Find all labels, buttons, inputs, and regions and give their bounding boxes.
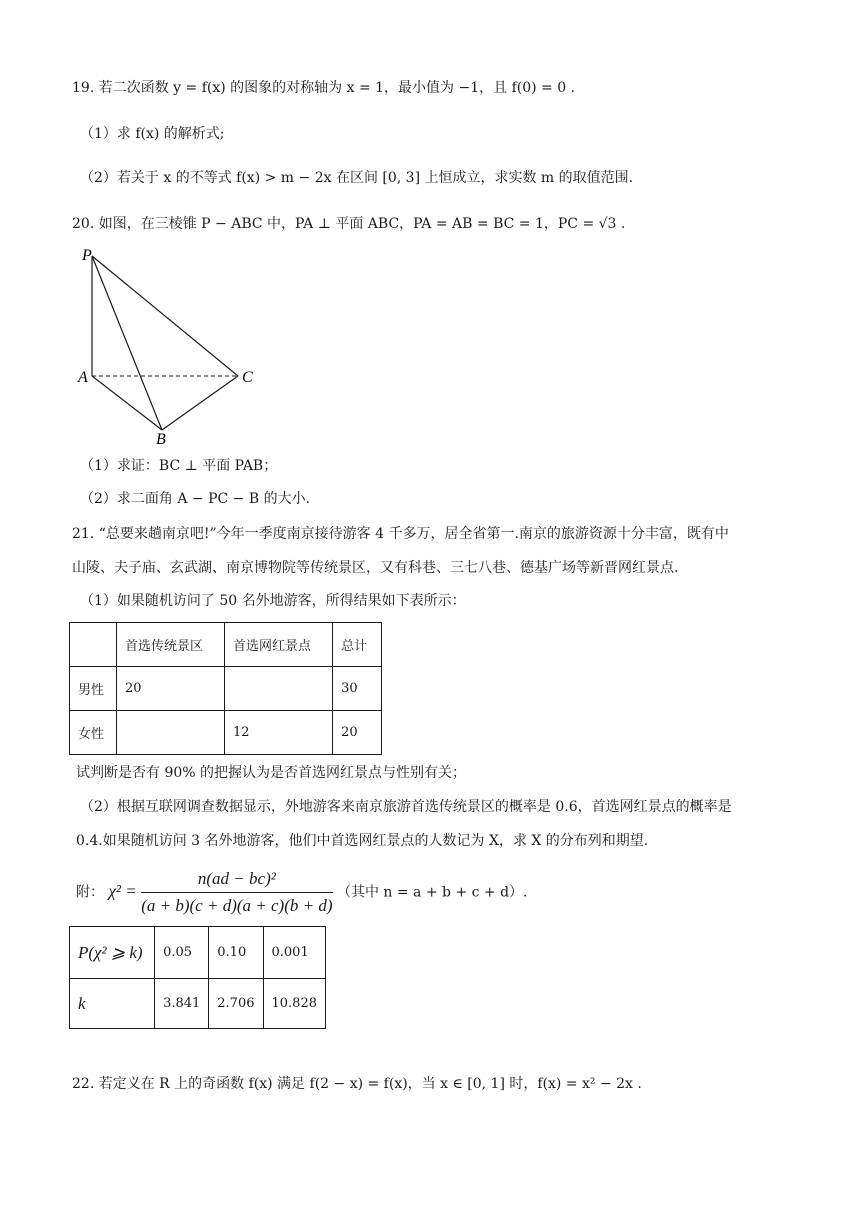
formula-numerator: n(ad − bc)²	[141, 868, 332, 893]
q20-stem: 20. 如图，在三棱锥 P − ABC 中，PA ⊥ 平面 ABC，PA = AB = BC = 1，PC = √3 .	[72, 216, 626, 232]
table-row	[70, 711, 382, 755]
chi-square-formula	[76, 868, 528, 917]
q21-part1: （1）如果随机访问了 50 名外地游客，所得结果如下表所示：	[80, 593, 466, 609]
table-cell	[117, 711, 225, 755]
q20-part1: （1）求证：BC ⊥ 平面 PAB；	[80, 458, 278, 474]
table-cell: 男性	[70, 667, 117, 711]
q20-part2: （2）求二面角 A − PC − B 的大小.	[80, 491, 311, 507]
table-cell: 女性	[70, 711, 117, 755]
edge-pc	[92, 256, 238, 376]
q22-stem: 22. 若定义在 R 上的奇函数 f(x) 满足 f(2 − x) = f(x)，当 x ∈ [0, 1] 时，f(x) = x² − 2x .	[72, 1076, 642, 1092]
table-cell: P(χ² ⩾ k)	[70, 927, 155, 979]
formula-lhs: χ² =	[108, 881, 137, 901]
table-row	[70, 667, 382, 711]
label-p: P	[82, 247, 92, 264]
table-cell: k	[70, 979, 155, 1029]
formula-denominator: (a + b)(c + d)(a + c)(b + d)	[141, 896, 333, 915]
table-row	[70, 927, 326, 979]
table-cell	[225, 667, 333, 711]
edge-bc	[162, 376, 238, 430]
table-cell: 20	[333, 711, 382, 755]
table-cell: 12	[225, 711, 333, 755]
table-cell: 20	[117, 667, 225, 711]
q19-stem: 19. 若二次函数 y = f(x) 的图象的对称轴为 x = 1，最小值为 −1，且 f(0) = 0 .	[72, 80, 576, 96]
q19-part2: （2）若关于 x 的不等式 f(x) > m − 2x 在区间 [0, 3] 上恒成立，求实数 m 的取值范围.	[80, 170, 634, 186]
q21-part2-line2: 0.4.如果随机访问 3 名外地游客，他们中首选网红景点的人数记为 X，求 X 的分布列和期望.	[76, 833, 649, 849]
table-cell: 首选传统景区	[117, 623, 225, 667]
table-cell: 首选网红景点	[225, 623, 333, 667]
table-cell: 2.706	[209, 979, 263, 1029]
q21-stem-line1: 21. “总要来趟南京吧!”今年一季度南京接待游客 4 千多万，居全省第一.南京的旅游资源十分丰富，既有中	[72, 526, 729, 542]
table-header-row	[70, 623, 382, 667]
table-row	[70, 979, 326, 1029]
tetrahedron-figure	[76, 246, 266, 446]
survey-table	[69, 622, 382, 755]
table-cell: 30	[333, 667, 382, 711]
formula-note: （其中 n = a + b + c + d）.	[336, 884, 528, 901]
table-cell: 总计	[333, 623, 382, 667]
q19-part1: （1）求 f(x) 的解析式;	[80, 126, 225, 142]
critical-value-table	[69, 926, 326, 1029]
q21-part2-line1: （2）根据互联网调查数据显示，外地游客来南京旅游首选传统景区的概率是 0.6，首选网红景点的概率是	[80, 799, 732, 815]
table-cell: 3.841	[155, 979, 209, 1029]
label-a: A	[78, 369, 88, 386]
label-b: B	[156, 431, 166, 446]
label-c: C	[242, 369, 253, 386]
table-cell: 0.10	[209, 927, 263, 979]
q21-judge: 试判断是否有 90% 的把握认为是否首选网红景点与性别有关；	[76, 765, 467, 781]
formula-fraction	[141, 868, 332, 917]
table-cell: 0.001	[263, 927, 326, 979]
table-cell: 0.05	[155, 927, 209, 979]
table-cell	[70, 623, 117, 667]
edge-pb	[92, 256, 162, 430]
q21-stem-line2: 山陵、夫子庙、玄武湖、南京博物院等传统景区，又有科巷、三七八巷、德基广场等新晋网红景点.	[72, 560, 679, 576]
table-cell: 10.828	[263, 979, 326, 1029]
formula-prefix: 附：	[76, 884, 104, 901]
